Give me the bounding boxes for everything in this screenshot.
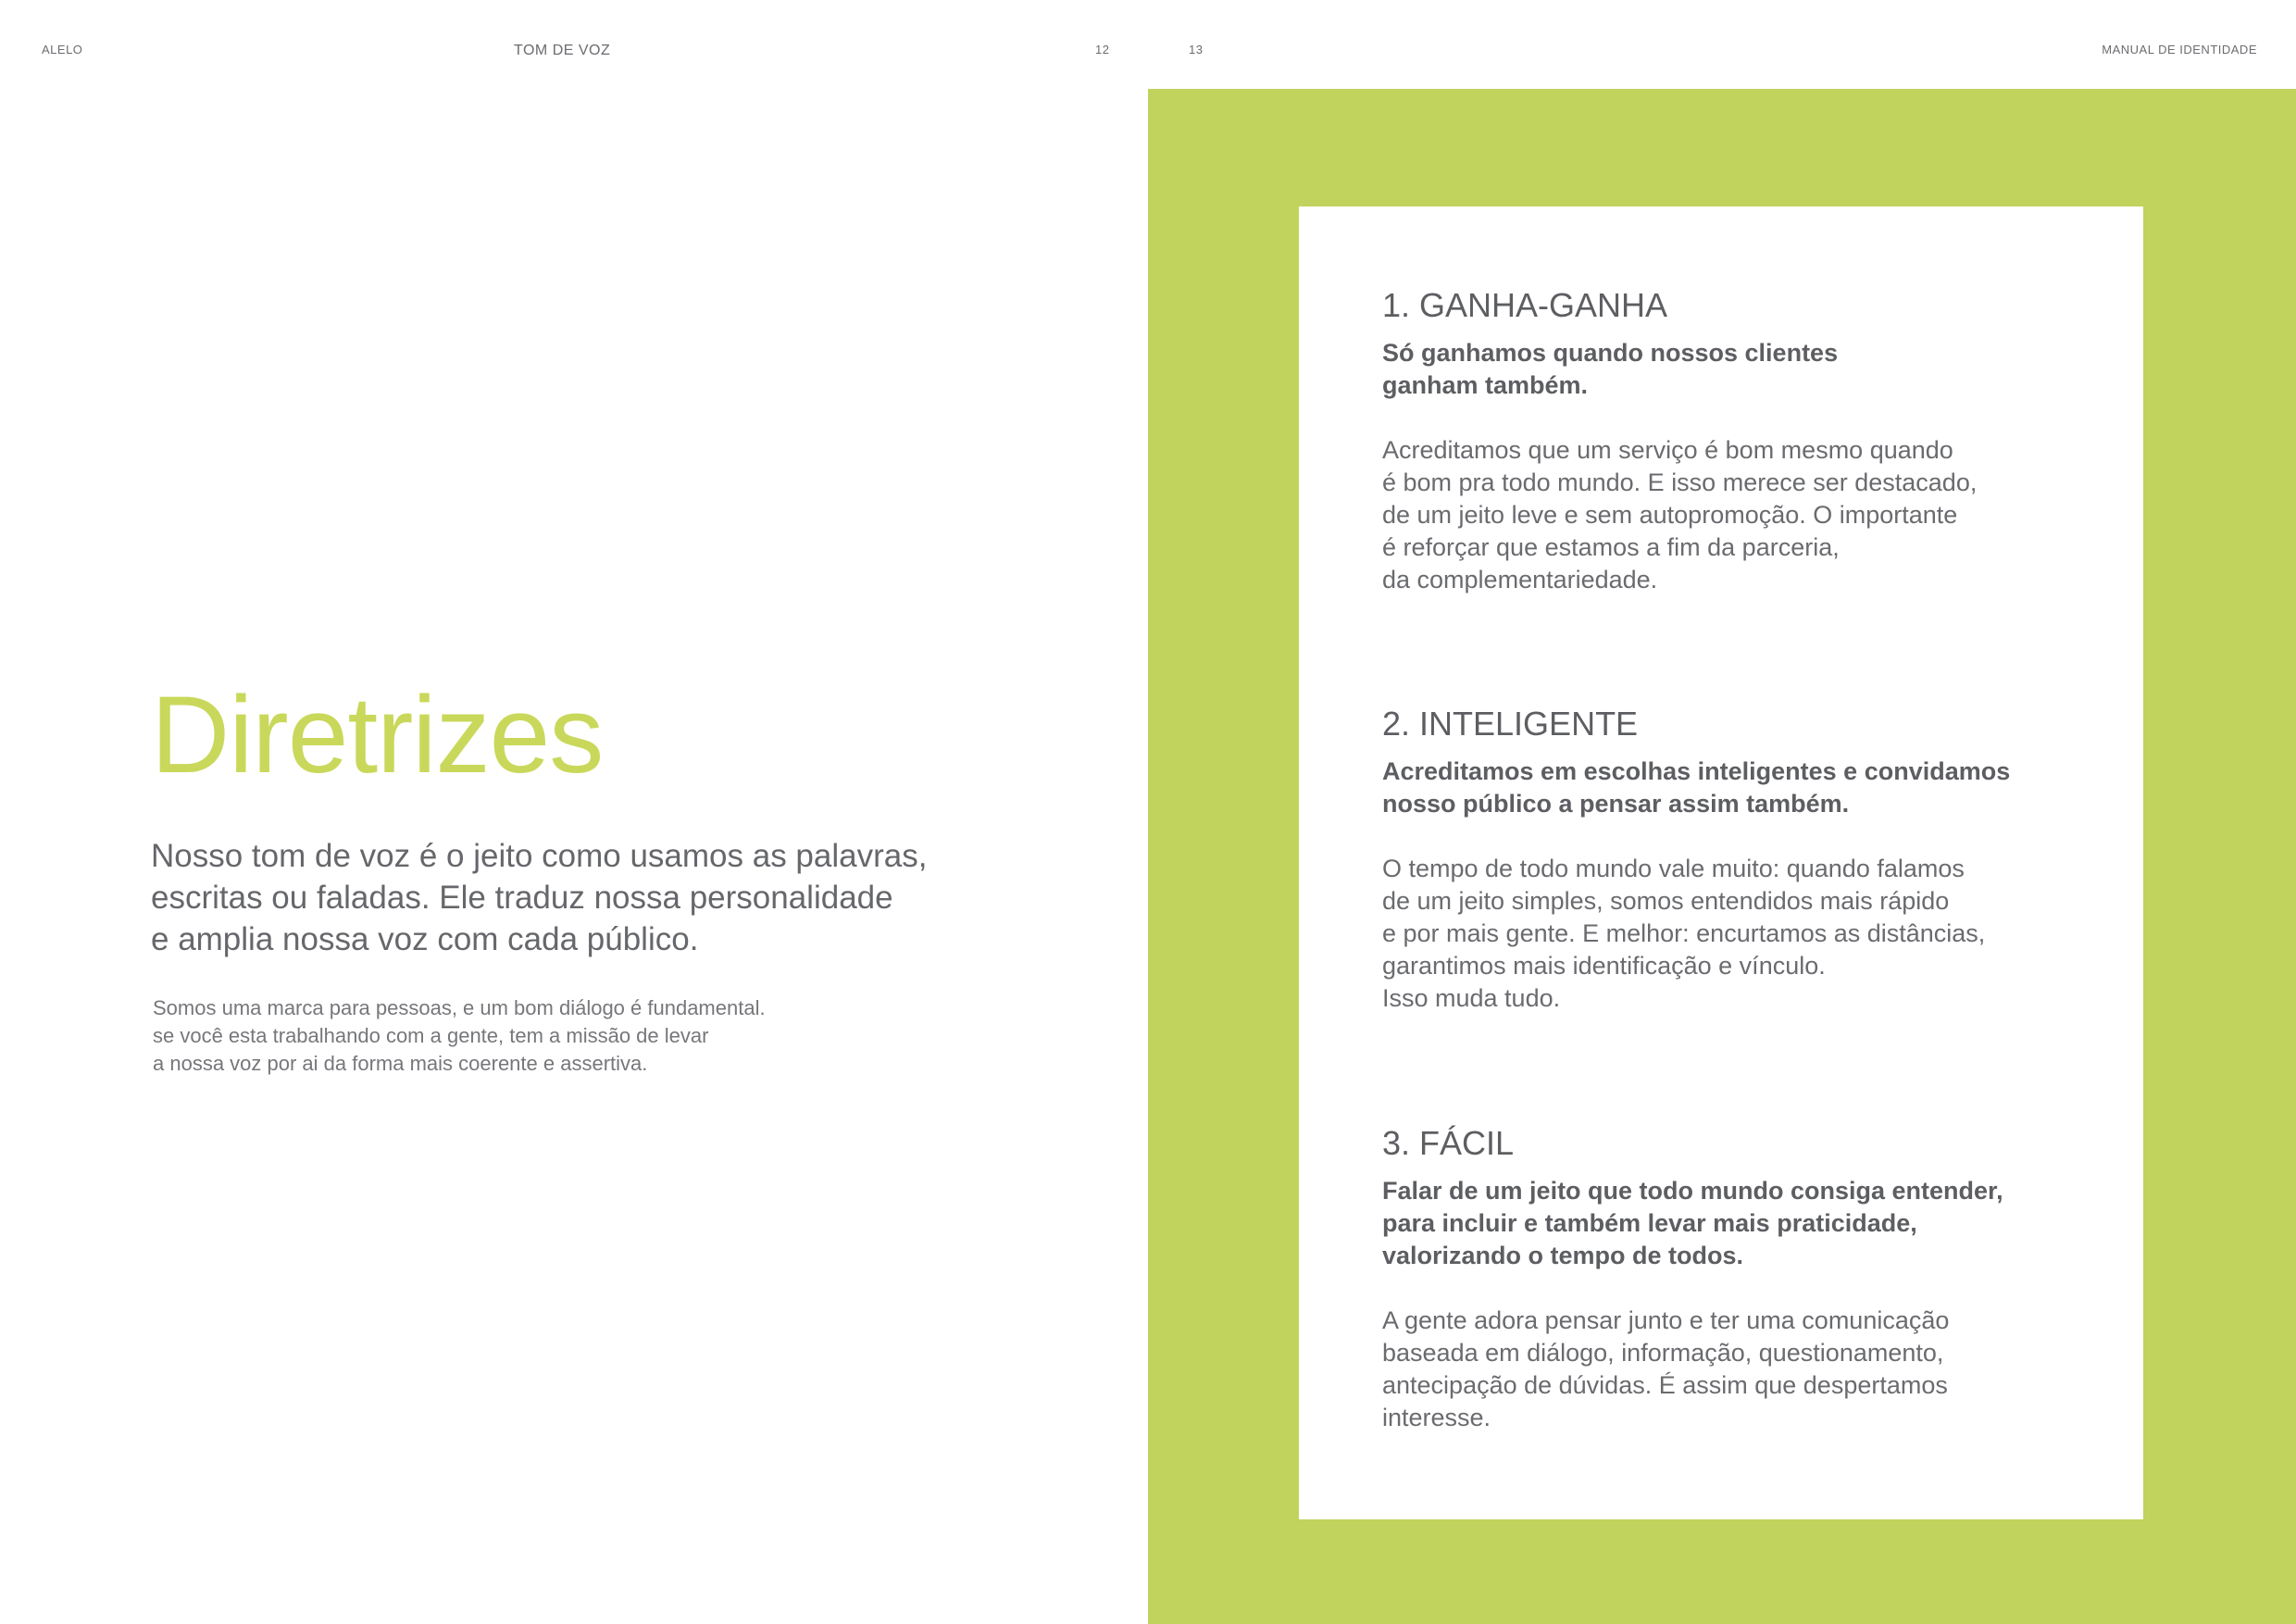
guideline-lead: Falar de um jeito que todo mundo consiga entender, para incluir e também levar mais praticidade, valorizando o tempo de todos.: [1382, 1177, 2003, 1269]
page-number-right: 13: [1189, 43, 1204, 56]
guideline-heading: 2. INTELIGENTE: [1382, 705, 1639, 743]
guideline-body: O tempo de todo mundo vale muito: quando falamos de um jeito simples, somos entendidos mais rápido e por mais gente. E melhor: encurtamos as distâncias, garantimos mais identificação e vínculo. Isso muda tudo.: [1382, 855, 1986, 1012]
guideline-heading: 1. GANHA-GANHA: [1382, 286, 1668, 324]
intro-lead: Nosso tom de voz é o jeito como usamos as palavras, escritas ou faladas. Ele traduz nossa personalidade e amplia nossa voz com cada público.: [151, 838, 928, 957]
guidelines-card: [1299, 206, 2143, 1519]
intro-body: Somos uma marca para pessoas, e um bom diálogo é fundamental. se você esta trabalhando com a gente, tem a missão de levar a nossa voz por ai da forma mais coerente e assertiva.: [153, 996, 766, 1075]
guideline-item: [1382, 1123, 2104, 1434]
page-number-left: 12: [1095, 43, 1110, 56]
guideline-body: Acreditamos que um serviço é bom mesmo quando é bom pra todo mundo. E isso merece ser destacado, de um jeito leve e sem autopromoção. O importante é reforçar que estamos a fim da parceria, da complementariedade.: [1382, 436, 1978, 593]
guideline-item: [1382, 285, 2104, 596]
guideline-lead: Acreditamos em escolhas inteligentes e convidamos nosso público a pensar assim também.: [1382, 757, 2011, 818]
green-panel: [1148, 89, 2296, 1624]
guideline-body: A gente adora pensar junto e ter uma comunicação baseada em diálogo, informação, questionamento, antecipação de dúvidas. É assim que despertamos interesse.: [1382, 1306, 1950, 1431]
guideline-heading: 3. FÁCIL: [1382, 1124, 1515, 1162]
guideline-item: [1382, 704, 2104, 1015]
right-page: [1148, 0, 2296, 1624]
guideline-lead: Só ganhamos quando nossos clientes ganham também.: [1382, 339, 1839, 399]
section-label: TOM DE VOZ: [514, 43, 611, 58]
brand-label: ALELO: [42, 43, 83, 56]
page-title: Diretrizes: [151, 674, 604, 796]
manual-title: MANUAL DE IDENTIDADE: [2102, 43, 2257, 56]
